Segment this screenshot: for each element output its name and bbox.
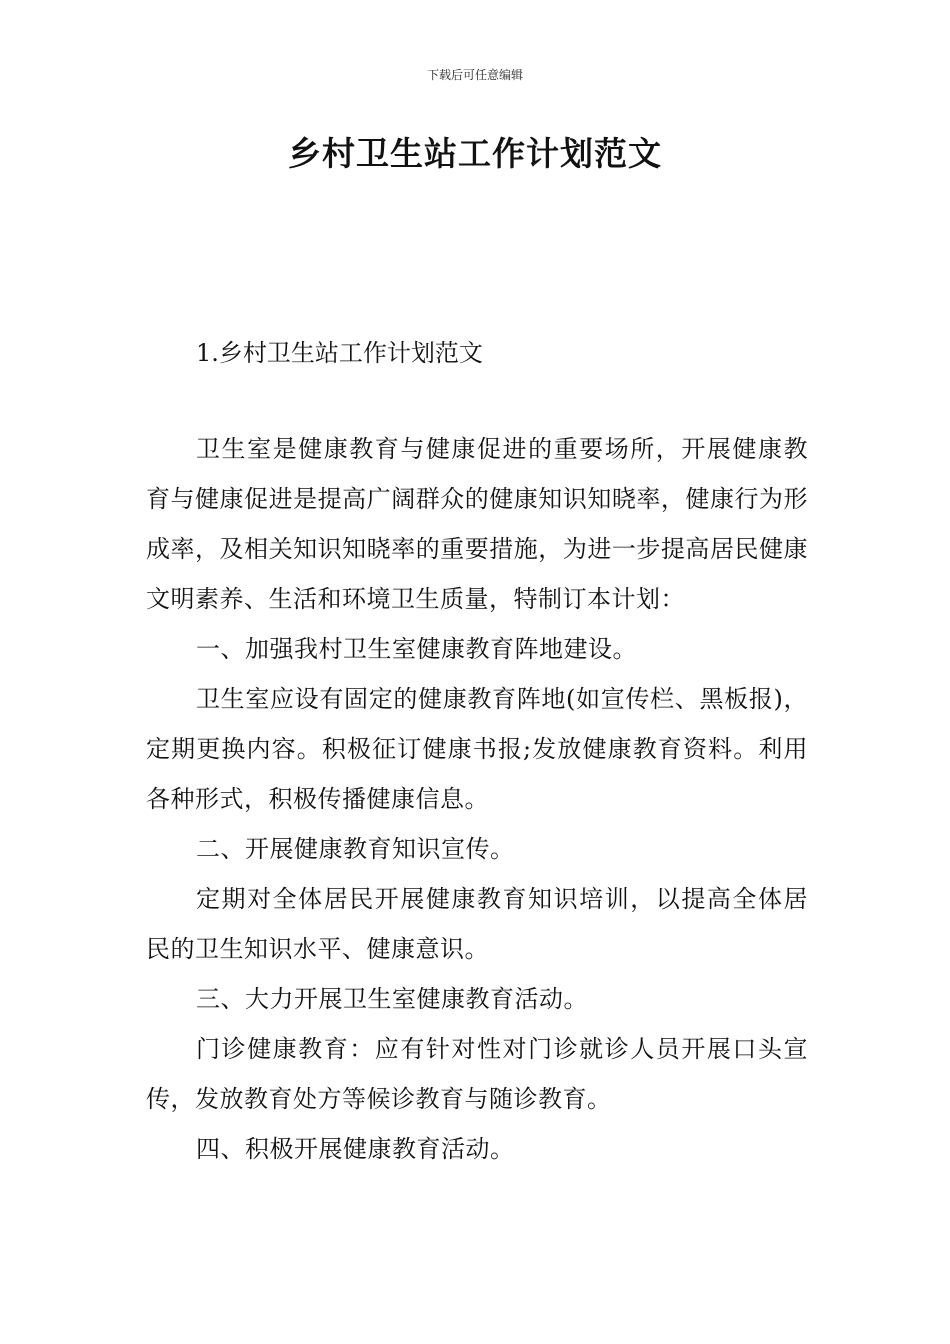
heading-one: 一、加强我村卫生室健康教育阵地建设。 bbox=[196, 635, 637, 663]
paragraph-one: 卫生室应设有固定的健康教育阵地(如宣传栏、黑板报)，定期更换内容。积极征订健康书报;发放健康教育资料。利用各种形式，积极传播健康信息。 bbox=[146, 685, 808, 813]
heading-two: 二、开展健康教育知识宣传。 bbox=[196, 835, 515, 863]
heading-four: 四、积极开展健康教育活动。 bbox=[196, 1135, 515, 1163]
document-body bbox=[146, 424, 808, 1174]
heading-three: 三、大力开展卫生室健康教育活动。 bbox=[196, 985, 588, 1013]
document-title: 乡村卫生站工作计划范文 bbox=[288, 134, 662, 173]
header-note: 下载后可任意编辑 bbox=[426, 68, 523, 82]
section-subtitle: 1.乡村卫生站工作计划范文 bbox=[196, 339, 483, 367]
paragraph-two: 定期对全体居民开展健康教育知识培训，以提高全体居民的卫生知识水平、健康意识。 bbox=[146, 885, 808, 963]
paragraph-intro: 卫生室是健康教育与健康促进的重要场所，开展健康教育与健康促进是提高广阔群众的健康知识知晓率，健康行为形成率，及相关知识知晓率的重要措施，为进一步提高居民健康文明素养、生活和环境卫生质量，特制订本计划： bbox=[146, 435, 808, 613]
paragraph-three: 门诊健康教育：应有针对性对门诊就诊人员开展口头宣传，发放教育处方等候诊教育与随诊教育。 bbox=[146, 1035, 808, 1113]
